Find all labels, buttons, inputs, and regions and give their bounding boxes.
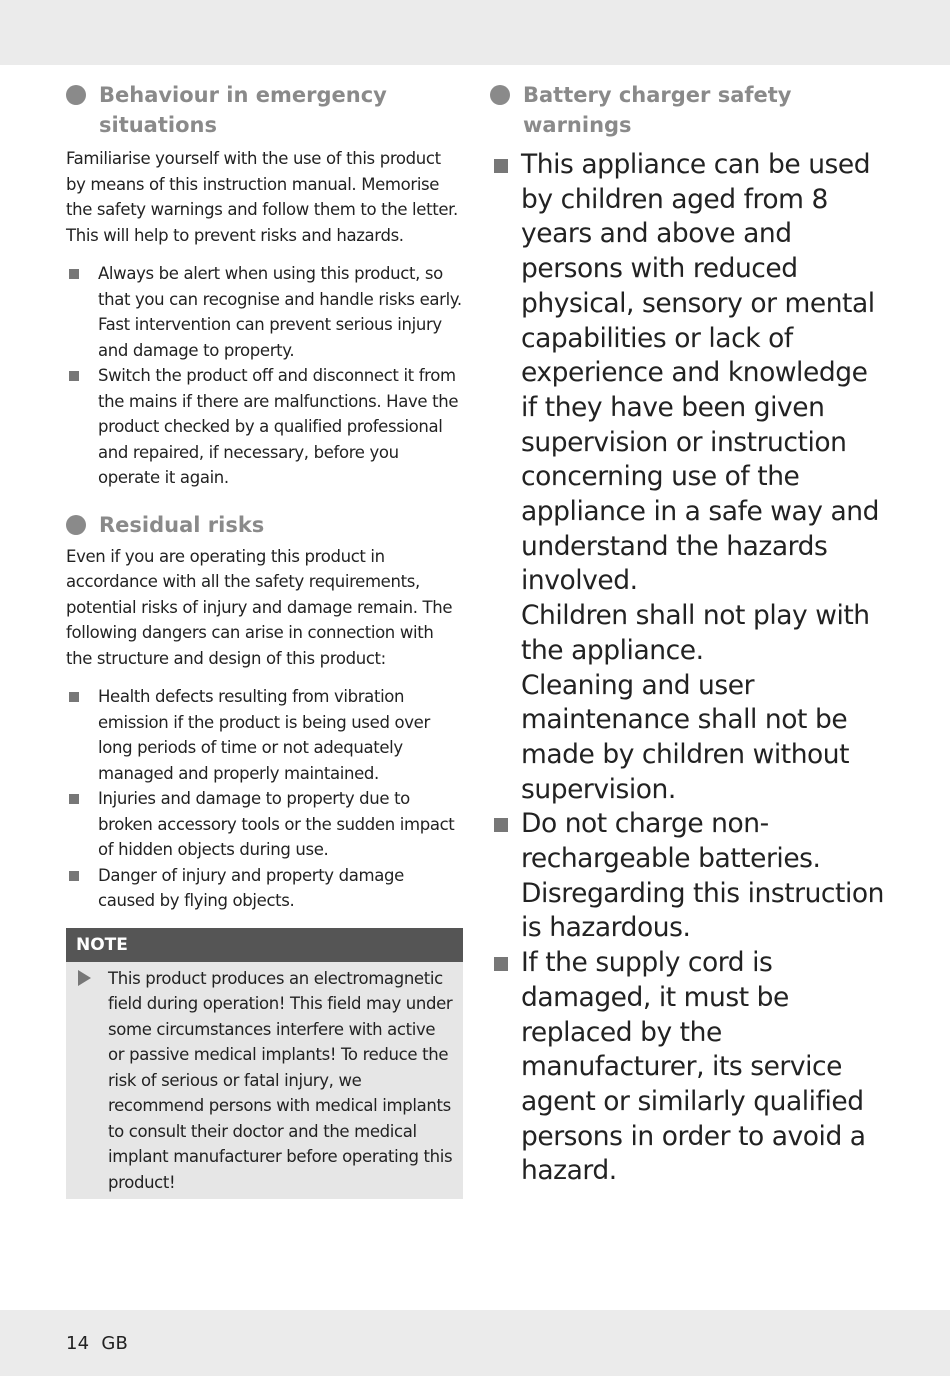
list-item xyxy=(490,946,890,1189)
list-item-extra: Children shall not play with the appliance. xyxy=(521,600,870,666)
list-item-text: Always be alert when using this product, so that you can recognise and handle risks early. Fast intervention can prevent serious injury and damage to property. xyxy=(98,264,462,360)
list-item-text: If the supply cord is damaged, it must be replaced by the manufacturer, its service agent or similarly qualified persons in order to avoid a hazard. xyxy=(521,947,866,1187)
list-item-text: Health defects resulting from vibration emission if the product is being used over long periods of time or not adequately managed and properly maintained. xyxy=(98,687,430,783)
footer-band xyxy=(0,1310,950,1376)
list-item-text: Switch the product off and disconnect it from the mains if there are malfunctions. Have the product checked by a qualified professional and repaired, if necessary, before you operate it again. xyxy=(98,366,459,487)
list-item xyxy=(66,363,463,491)
list-item xyxy=(66,863,463,914)
list-item-text: Injuries and damage to property due to broken accessory tools or the sudden impact of hidden objects during use. xyxy=(98,789,455,859)
residual-bullet-list xyxy=(66,684,463,914)
emergency-intro: Familiarise yourself with the use of this product by means of this instruction manual. Memorise the safety warnings and follow them to the letter. This will help to prevent risks and hazards. xyxy=(66,149,458,245)
list-item-extra: Disregarding this instruction is hazardous. xyxy=(521,877,885,944)
list-item xyxy=(490,148,890,807)
arrow-right-icon xyxy=(78,970,91,986)
square-bullet-icon xyxy=(69,692,79,702)
note-text: This product produces an electromagnetic field during operation! This field may under some circumstances interfere with active or passive medical implants! To reduce the risk of serious or fatal injury, we recommend persons with medical implants to consult their doctor and the medical implant manufacturer before operating this product! xyxy=(108,968,453,1192)
page-footer xyxy=(66,1333,140,1354)
emergency-bullet-list xyxy=(66,261,463,491)
list-item-text: This appliance can be used by children aged from 8 years and above and persons with reduced physical, sensory or mental capabilities or lack of experience and knowledge if they have been given supervision or instruction concerning use of the appliance in a safe way and understand the hazards involved. xyxy=(521,149,880,597)
right-column xyxy=(490,80,890,1189)
list-item xyxy=(66,261,463,363)
list-item-extra: Cleaning and user maintenance shall not be made by children without supervision. xyxy=(521,669,850,805)
square-bullet-icon xyxy=(494,159,508,173)
square-bullet-icon xyxy=(494,818,508,832)
square-bullet-icon xyxy=(69,871,79,881)
heading-bullet-icon xyxy=(66,515,86,535)
list-item xyxy=(490,807,890,946)
emergency-heading xyxy=(66,80,463,140)
square-bullet-icon xyxy=(69,269,79,279)
heading-bullet-icon xyxy=(66,85,86,105)
list-item xyxy=(66,786,463,863)
battery-charger-heading-text: Battery charger safety warnings xyxy=(523,83,792,137)
heading-bullet-icon xyxy=(490,85,510,105)
header-band xyxy=(0,0,950,65)
square-bullet-icon xyxy=(494,957,508,971)
residual-heading xyxy=(66,510,463,540)
residual-heading-text: Residual risks xyxy=(99,512,265,537)
left-column xyxy=(66,80,463,1199)
note-box xyxy=(66,928,463,1200)
emergency-heading-text: Behaviour in emergency situations xyxy=(99,83,387,137)
battery-warning-list xyxy=(490,148,890,1189)
list-item-text: Do not charge non-rechargeable batteries. xyxy=(521,808,821,875)
battery-charger-heading xyxy=(490,80,890,140)
list-item-text: Danger of injury and property damage caused by flying objects. xyxy=(98,865,404,910)
residual-intro: Even if you are operating this product in accordance with all the safety requirements, potential risks of injury and damage remain. The following dangers can arise in connection with the structure and design of this product: xyxy=(66,546,453,668)
list-item xyxy=(66,684,463,786)
square-bullet-icon xyxy=(69,794,79,804)
note-title: NOTE xyxy=(66,928,463,962)
square-bullet-icon xyxy=(69,371,79,381)
page-number: 14 xyxy=(66,1333,90,1354)
note-body xyxy=(66,962,463,1196)
language-code: GB xyxy=(101,1333,129,1354)
